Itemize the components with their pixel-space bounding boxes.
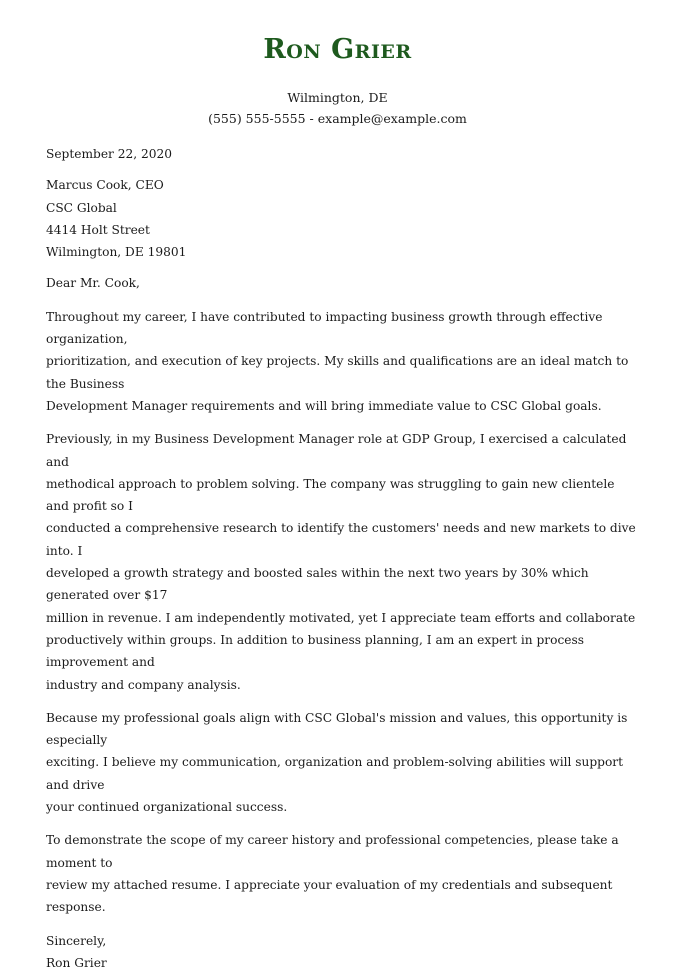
paragraph-line: review my attached resume. I appreciate your evaluation of my credentials and subsequent response.: [46, 877, 613, 915]
recipient-company: CSC Global: [46, 200, 117, 215]
recipient-city-state-zip: Wilmington, DE 19801: [46, 245, 187, 260]
paragraph-line: Because my professional goals align with CSC Global's mission and values, this opportunity is especially: [46, 710, 628, 748]
paragraph-call-to-action: [46, 829, 636, 918]
paragraph-motivation: [46, 707, 636, 818]
paragraph-line: Development Manager requirements and will bring immediate value to CSC Global goals.: [46, 398, 602, 413]
paragraph-line: methodical approach to problem solving. The company was struggling to gain new clientele and profit so I: [46, 476, 615, 514]
sender-email: example@example.com: [317, 111, 467, 126]
paragraph-line: your continued organizational success.: [46, 800, 288, 815]
salutation: Dear Mr. Cook,: [46, 276, 140, 291]
sender-contact-line: [0, 111, 675, 127]
letter-date: September 22, 2020: [46, 147, 173, 161]
sender-name: Ron Grier: [263, 34, 412, 65]
paragraph-intro: [46, 306, 636, 417]
sender-city: Wilmington, DE: [287, 90, 388, 105]
paragraph-line: prioritization, and execution of key projects. My skills and qualifications are an ideal match to the Business: [46, 354, 629, 391]
recipient-name-title: Marcus Cook, CEO: [46, 178, 164, 193]
closing: Sincerely,: [46, 933, 107, 948]
paragraph-line: developed a growth strategy and boosted sales within the next two years by 30% which generated over $17: [46, 566, 589, 603]
paragraph-line: productively within groups. In addition to business planning, I am an expert in process improvement and: [46, 632, 584, 670]
paragraph-line: Previously, in my Business Development Manager role at GDP Group, I exercised a calculated and: [46, 432, 627, 469]
paragraph-line: conducted a comprehensive research to identify the customers' needs and new markets to dive into. I: [46, 521, 636, 558]
recipient-address: [46, 174, 636, 263]
paragraph-line: exciting. I believe my communication, organization and problem-solving abilities will support and drive: [46, 755, 624, 792]
paragraph-line: To demonstrate the scope of my career history and professional competencies, please take a moment to: [46, 833, 619, 870]
letter-body: [46, 143, 636, 974]
paragraph-line: million in revenue. I am independently motivated, yet I appreciate team efforts and collaborate: [46, 610, 636, 625]
paragraph-line: Throughout my career, I have contributed to impacting business growth through effective organization,: [46, 309, 603, 347]
contact-separator: -: [305, 111, 318, 126]
paragraph-line: industry and company analysis.: [46, 677, 241, 692]
sender-phone: (555) 555-5555: [208, 111, 306, 126]
recipient-street: 4414 Holt Street: [46, 222, 150, 237]
signature: Ron Grier: [46, 955, 107, 970]
paragraph-experience: [46, 428, 636, 696]
